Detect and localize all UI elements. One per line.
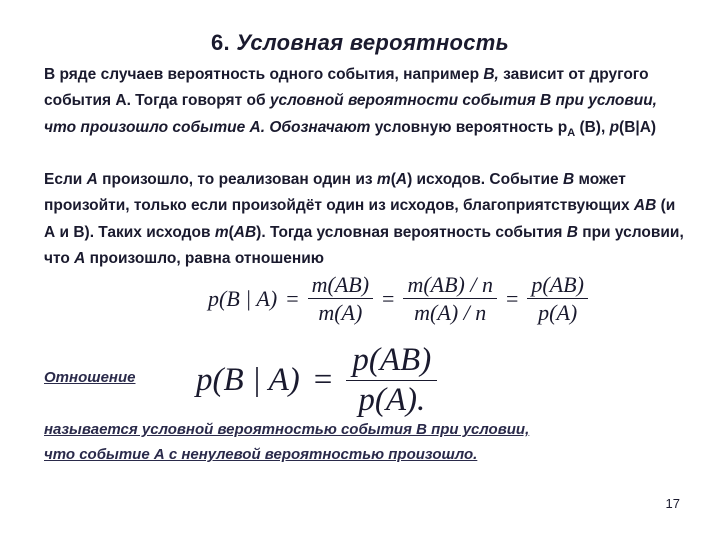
formula1-lhs: p(B | A) <box>208 285 278 311</box>
p2-text-6: ). Тогда условная вероятность события <box>256 223 567 241</box>
p2-paren-1: ( <box>390 171 396 188</box>
definition-line-2: что событие А с ненулевой вероятностью произошло. <box>44 446 478 463</box>
fraction-1-denominator: m(A) <box>318 300 363 326</box>
p2-event-b-1: В <box>562 171 575 188</box>
fraction-2-bar <box>403 298 497 299</box>
formula1-fraction-2 <box>403 273 497 324</box>
fraction-2-denominator: m(A) / n <box>414 300 487 326</box>
formula-conditional-derivation <box>208 273 588 324</box>
p2-m-2: m <box>214 223 229 241</box>
formula2-equals: = <box>313 361 333 398</box>
p2-text-2: произошло, то реализован один из <box>97 171 377 188</box>
p2-m-1: m <box>376 171 391 188</box>
fraction-2-numerator: m(AB) / n <box>407 272 493 297</box>
p2-text-4: может произойти, только если произойдёт один из исходов, благоприятствующих <box>44 171 634 215</box>
formula2-bar <box>346 380 437 381</box>
p1-p-symbol: p <box>609 118 620 136</box>
formula2-lhs: p(B | A) <box>196 361 300 398</box>
fraction-3-denominator: p(A) <box>538 300 578 326</box>
page-number: 17 <box>665 496 680 511</box>
slide-title <box>0 30 720 56</box>
formula1-fraction-1 <box>308 273 373 324</box>
fraction-1-bar <box>308 298 373 299</box>
fraction-3-numerator: p(AB) <box>531 272 584 297</box>
p2-text-7: при условии, что <box>44 223 684 267</box>
title-text: Условная вероятность <box>236 30 510 55</box>
p2-text-1: Если <box>44 171 87 188</box>
definition-label: Отношение <box>44 369 136 386</box>
p2-text-5: (и А и В). Таких исходов <box>44 197 676 241</box>
p1-text-2: зависит от другого события А. Тогда говорят об <box>44 66 649 110</box>
formula1-equals-3: = <box>505 285 519 311</box>
paragraph-definition-intro <box>44 62 684 141</box>
p2-event-a-1: А <box>86 171 98 188</box>
formula1-equals-2: = <box>382 285 395 311</box>
paragraph-derivation <box>44 167 684 272</box>
p1-text-4: (В), <box>575 118 610 136</box>
p1-conditional-phrase: условной вероятности события В при условии, что произошло событие А. Обозначают <box>44 92 657 136</box>
p2-text-8: произошло, равна отношению <box>85 249 325 267</box>
formula2-denominator: p(A). <box>358 381 426 418</box>
p2-event-ab-2: АВ <box>233 223 257 241</box>
title-number: 6. <box>210 30 230 55</box>
definition-line-1: называется условной вероятностью события В при условии, <box>44 421 530 438</box>
p2-text-3: ) исходов. Событие <box>407 171 563 188</box>
p1-event-b: В, <box>483 66 499 83</box>
p2-event-a-2: А <box>395 171 408 188</box>
p2-event-ab-1: АВ <box>633 197 657 215</box>
fraction-3-bar <box>527 298 588 299</box>
formula2-fraction <box>346 343 437 417</box>
p1-notation: (В|А) <box>619 118 657 136</box>
p2-event-a-3: А <box>74 249 86 267</box>
p1-subscript-a: А <box>567 126 576 139</box>
fraction-1-numerator: m(AB) <box>311 272 370 297</box>
p1-text-1: В ряде случаев вероятность одного события, например <box>44 66 484 83</box>
p2-paren-2: ( <box>228 223 234 241</box>
formula1-equals-1: = <box>286 285 299 311</box>
formula1-fraction-3 <box>527 273 588 324</box>
formula-conditional-definition <box>196 343 437 417</box>
formula2-numerator: p(AB) <box>352 342 432 378</box>
p2-event-b-2: В <box>566 223 578 241</box>
p1-text-3: условную вероятность р <box>370 118 568 136</box>
